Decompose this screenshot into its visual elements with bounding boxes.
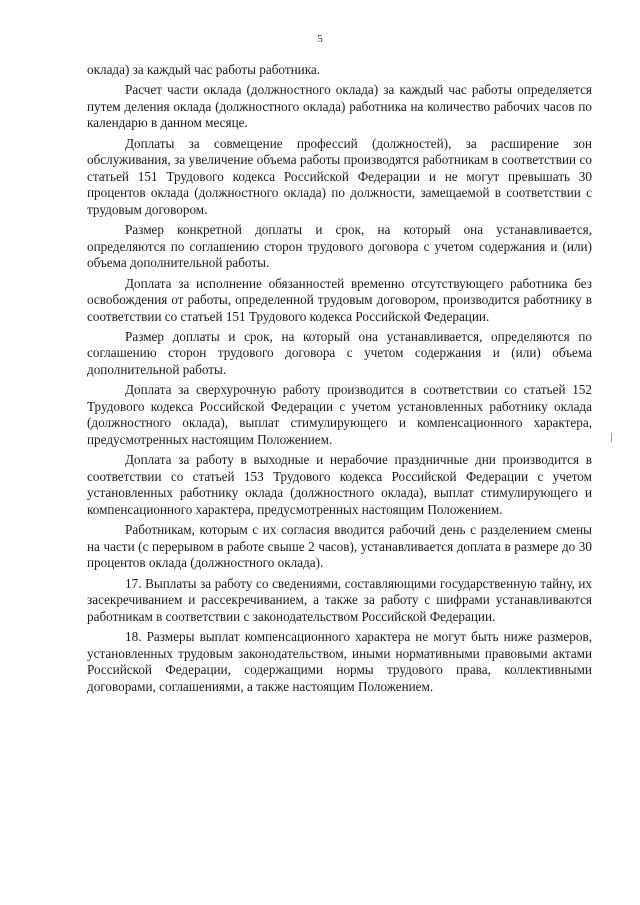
paragraph-overtime-pay: Доплата за сверхурочную работу производится в соответствии со статьей 152 Трудового кодекса Российской Федерации с учетом установленных работнику оклада (должностного оклада), выплат стимулирующего и компенсационного характера, предусмотренных настоящим Положением. bbox=[87, 382, 592, 448]
page-number: 5 bbox=[317, 33, 323, 45]
paragraph-hourly-rate-calculation: Расчет части оклада (должностного оклада) за каждый час работы определяется путем деления оклада (должностного оклада) работника на количество рабочих часов по календарю в данном месяце. bbox=[87, 82, 592, 131]
paragraph-item-17-state-secret: 17. Выплаты за работу со сведениями, составляющими государственную тайну, их засекречиванием и рассекречиванием, а также за работу с шифрами устанавливаются работникам в соответствии с законодательством Российской Федерации. bbox=[87, 575, 592, 624]
paragraph-surcharge-size-agreement: Размер доплаты и срок, на который она устанавливается, определяются по соглашению сторон трудового договора с учетом содержания и (или) объема дополнительной работы. bbox=[87, 328, 592, 378]
paragraph-continuation: оклада) за каждый час работы работника. bbox=[87, 62, 321, 77]
paragraph-surcharge-size-term: Размер конкретной доплаты и срок, на который она устанавливается, определяются по соглашению сторон трудового договора с учетом содержания и (или) объема дополнительной работы. bbox=[87, 222, 592, 271]
paragraph-combination-surcharges: Доплаты за совмещение профессий (должностей), за расширение зон обслуживания, за увеличение объема работы производятся работникам в соответствии со статьей 151 Трудового кодекса Российской Федерации и не могут превышать 30 процентов оклада (должностного оклада) по должности, замещаемой в соответствии с трудовым договором. bbox=[87, 135, 592, 217]
margin-mark bbox=[611, 433, 612, 442]
paragraph-item-18-compensation-minimums: 18. Размеры выплат компенсационного характера не могут быть ниже размеров, установленных трудовым законодательством, иными нормативными правовыми актами Российской Федерации, содержащими нормы трудового права, коллективными договорами, соглашениями, а также настоящим Положением. bbox=[87, 628, 592, 694]
paragraph-absent-worker-duties: Доплата за исполнение обязанностей временно отсутствующего работника без освобождения от работы, определенной трудовым договором, производится работнику в соответствии со статьей 151 Трудового кодекса Российской Федерации. bbox=[87, 275, 592, 324]
paragraph-weekend-holiday-pay: Доплата за работу в выходные и нерабочие праздничные дни производится в соответствии со статьей 153 Трудового кодекса Российской Федерации с учетом установленных работнику оклада (должностного оклада), выплат стимулирующего и компенсационного характера, предусмотренных настоящим Положением. bbox=[87, 452, 592, 517]
paragraph-split-shift-surcharge: Работникам, которым с их согласия вводится рабочий день с разделением смены на части (с перерывом в работе свыше 2 часов), устанавливается доплата в размере до 30 процентов оклада (должностного оклада). bbox=[87, 522, 592, 571]
document-body bbox=[87, 62, 592, 699]
